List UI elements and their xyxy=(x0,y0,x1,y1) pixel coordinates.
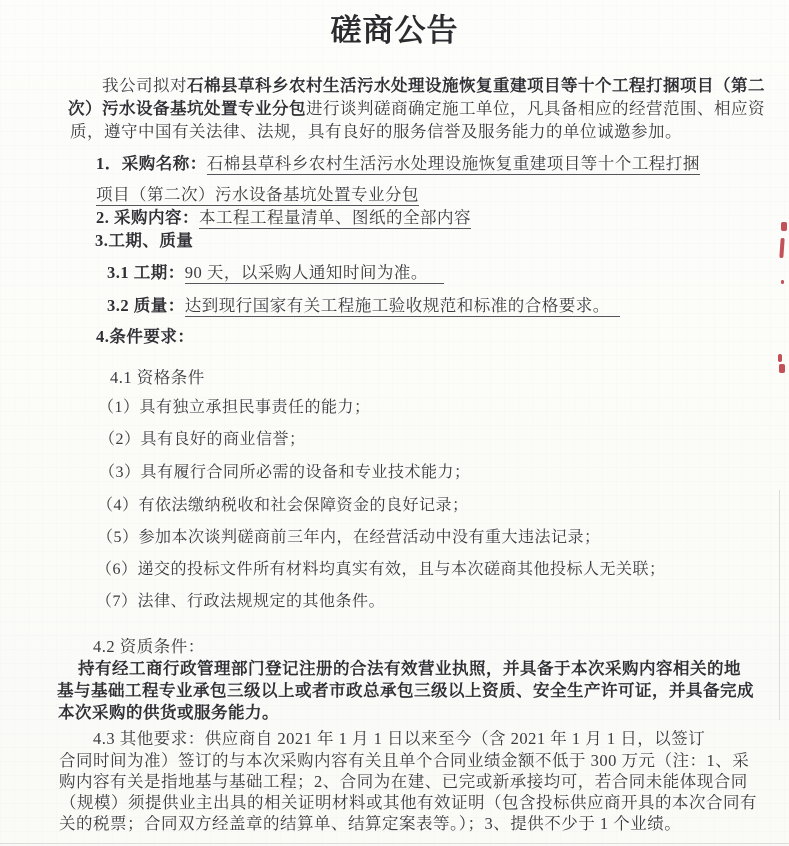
item-1-label: 1．采购名称： xyxy=(96,154,207,173)
item-4-3-para-line4: （规模）须提供业主出具的相关证明材料或其他有效证明（包含投标供应商开具的本次合同有 xyxy=(60,793,757,812)
item-4-1-label: 4.1 资格条件 xyxy=(110,368,205,387)
item-4-3-para-line2: 合同时间为准）签订的与本次采购内容有关且单个合同业绩金额不低于 300 万元（注：1、采 xyxy=(59,751,750,770)
red-ink-mark xyxy=(779,364,785,373)
qualification-item-6: （6）递交的投标文件所有材料均真实有效，且与本次磋商其他投标人无关联； xyxy=(96,561,666,578)
item-4-2-para-line1: 持有经工商行政管理部门登记注册的合法有效营业执照，并具备于本次采购内容相关的地 xyxy=(78,659,741,678)
item-3-2-value: 达到现行国家有关工程施工验收规范和标准的合格要求。 xyxy=(185,296,620,317)
item-1-value-line2: 项目（第二次）污水设备基坑处置专业分包 xyxy=(96,185,419,204)
doc-title: 磋商公告 xyxy=(330,13,459,48)
intro-line-3-text: 质，遵守中国有关法律、法规，具有良好的服务信誉及服务能力的单位诚邀参加。 xyxy=(70,122,682,141)
item-1-procurement-name-wrap xyxy=(96,185,419,206)
item-4-2-label: 4.2 资质条件： xyxy=(93,637,205,656)
item-4-label: 4.条件要求： xyxy=(96,327,195,346)
project-name-bold-part1: 石棉县草科乡农村生活污水处理设施恢复重建项目等十个工程打捆项目（第二 xyxy=(187,76,765,95)
item-4-2-heading xyxy=(93,637,205,658)
qualification-item-4: （4）有依法缴纳税收和社会保障资金的良好记录； xyxy=(97,497,469,514)
item-4-3-para-line3: 购内容有关是指地基与基础工程；2、合同为在建、已完或新承接均可，若合同未能体现合同 xyxy=(59,772,748,791)
item-4-heading xyxy=(96,327,194,348)
item-3-label: 3.工期、质量 xyxy=(95,231,194,250)
red-ink-mark xyxy=(781,280,784,284)
item-4-2-para-line3: 本次采购的供货或服务能力。 xyxy=(58,703,279,722)
scan-edge-line xyxy=(779,490,780,720)
item-3-2-quality xyxy=(107,296,620,317)
item-3-1-value: 90 天，以采购人通知时间为准。 xyxy=(185,263,444,284)
red-ink-mark xyxy=(779,238,784,258)
item-1-procurement-name xyxy=(96,154,700,175)
item-3-heading xyxy=(95,231,193,252)
qualification-item-7: （7）法律、行政法规规定的其他条件。 xyxy=(96,593,386,610)
intro-line-1 xyxy=(102,76,765,97)
intro-line-2-text: 进行谈判磋商确定施工单位，凡具备相应的经营范围、相应资 xyxy=(306,99,765,118)
item-3-1-duration xyxy=(107,263,444,284)
item-1-value-line1: 石棉县草科乡农村生活污水处理设施恢复重建项目等十个工程打捆 xyxy=(206,154,700,173)
item-4-2-para-line2: 基与基础工程专业承包三级以上或者市政总承包三级以上资质、安全生产许可证，并具备完成 xyxy=(57,681,754,700)
red-ink-mark xyxy=(778,354,782,362)
item-2-procurement-content xyxy=(96,208,471,229)
item-4-1-heading xyxy=(110,368,205,389)
scan-bottom-line xyxy=(0,843,789,844)
item-4-3-label: 4.3 其他要求： xyxy=(93,729,205,748)
intro-line-3 xyxy=(70,122,682,143)
item-4-3-para-line5: 关的税票；合同双方经盖章的结算单、结算定案表等。）；3、提供不少于 1 个业绩。 xyxy=(59,814,682,833)
item-3-2-label: 3.2 质量： xyxy=(107,296,185,315)
item-4-3-line1-rest: 供应商自 2021 年 1 月 1 日以来至今（含 2021 年 1 月 1 日，以签订 xyxy=(204,729,706,748)
intro-line-1-text: 我公司拟对 xyxy=(102,76,187,95)
item-3-1-label: 3.1 工期： xyxy=(107,263,185,282)
qualification-item-3: （3）具有履行合同所必需的设备和专业技术能力； xyxy=(99,464,471,481)
item-2-value: 本工程工程量清单、图纸的全部内容 xyxy=(199,208,471,227)
qualification-item-2: （2）具有良好的商业信誉； xyxy=(99,431,306,448)
project-name-bold-part2: 次）污水设备基坑处置专业分包 xyxy=(68,99,306,118)
item-4-3-para-line1 xyxy=(93,729,705,750)
intro-line-2 xyxy=(68,99,765,120)
red-ink-mark xyxy=(781,222,787,231)
item-2-label: 2. 采购内容： xyxy=(96,208,199,227)
qualification-item-5: （5）参加本次谈判磋商前三年内，在经营活动中没有重大违法记录； xyxy=(97,529,601,546)
qualification-item-1: （1）具有独立承担民事责任的能力； xyxy=(98,399,371,416)
